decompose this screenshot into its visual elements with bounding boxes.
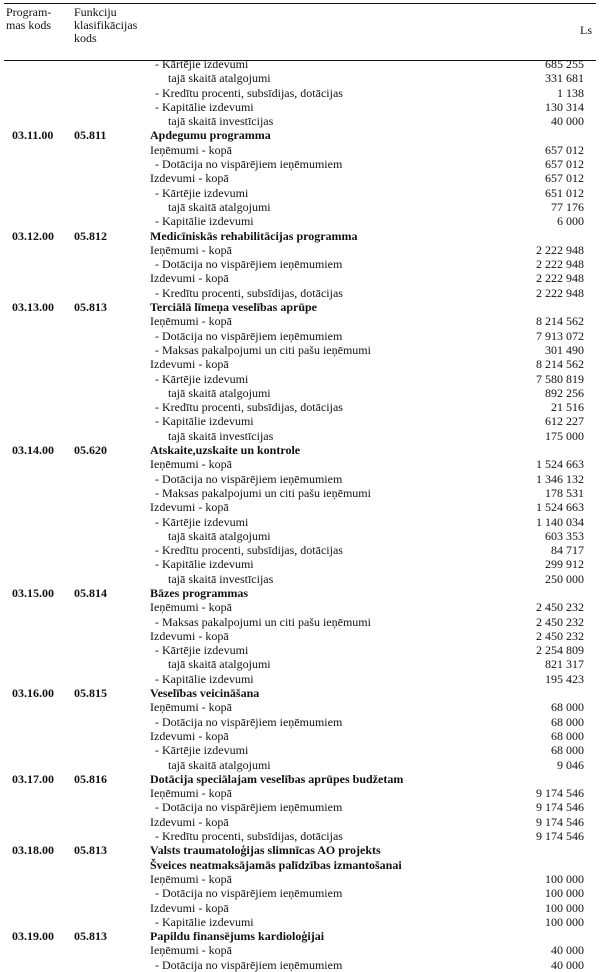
line-item-label: - Kapitālie izdevumi [155, 557, 254, 572]
table-row [0, 86, 600, 100]
amount-value: 9 174 546 [536, 786, 584, 801]
table-row [0, 543, 600, 557]
table-row [0, 872, 600, 886]
amount-value: 331 681 [545, 71, 584, 86]
table-row [0, 186, 600, 200]
table-top-rule [4, 3, 596, 4]
program-code: 03.12.00 [12, 228, 54, 243]
table-row [0, 729, 600, 743]
program-heading-row [0, 858, 600, 872]
table-row [0, 629, 600, 643]
amount-value: 250 000 [545, 571, 584, 586]
line-item-label: - Kapitālie izdevumi [155, 671, 254, 686]
line-item-label: - Kredītu procenti, subsīdijas, dotācijas [155, 85, 343, 100]
amount-value: 40 000 [551, 943, 584, 958]
program-code: 03.13.00 [12, 300, 54, 315]
line-item-label: Ieņēmumi - kopā [150, 600, 232, 615]
header-currency-unit: Ls [580, 23, 592, 37]
line-item-label: - Kredītu procenti, subsīdijas, dotācijas [155, 285, 343, 300]
program-title: Atskaite,uzskaite un kontrole [150, 443, 301, 458]
table-row [0, 357, 600, 371]
amount-value: 301 490 [545, 342, 584, 357]
program-title: Dotācija speciālajam veselības aprūpes budžetam [150, 771, 404, 786]
table-row [0, 515, 600, 529]
amount-value: 1 524 663 [536, 500, 584, 515]
program-code: 03.14.00 [12, 443, 54, 458]
line-item-label: - Kapitālie izdevumi [155, 414, 254, 429]
table-row [0, 257, 600, 271]
amount-value: 178 531 [545, 485, 584, 500]
amount-value: 175 000 [545, 428, 584, 443]
table-row [0, 472, 600, 486]
line-item-label: Izdevumi - kopā [150, 814, 229, 829]
table-row [0, 600, 600, 614]
line-item-label: Ieņēmumi - kopā [150, 142, 232, 157]
program-code: 03.18.00 [12, 843, 54, 858]
amount-value: 100 000 [545, 900, 584, 915]
line-item-label: Ieņēmumi - kopā [150, 786, 232, 801]
table-row [0, 143, 600, 157]
line-item-label: - Kārtējie izdevumi [155, 57, 249, 71]
line-item-label: - Dotācija no vispārējiem ieņēmumiem [155, 328, 343, 343]
program-code: 03.16.00 [12, 686, 54, 701]
function-code: 05.815 [74, 686, 107, 701]
amount-value: 1 138 [557, 85, 584, 100]
amount-value: 2 254 809 [536, 643, 584, 658]
table-row [0, 372, 600, 386]
budget-table-body [0, 57, 600, 972]
amount-value: 130 314 [545, 99, 584, 114]
amount-value: 21 516 [551, 400, 584, 415]
table-row [0, 343, 600, 357]
amount-value: 84 717 [551, 543, 584, 558]
line-item-label: tajā skaitā atalgojumi [168, 757, 271, 772]
program-code: 03.11.00 [12, 128, 54, 143]
amount-value: 2 222 948 [536, 285, 584, 300]
table-row [0, 557, 600, 571]
amount-value: 1 346 132 [536, 471, 584, 486]
line-item-label: - Kapitālie izdevumi [155, 99, 254, 114]
line-item-label: tajā skaitā atalgojumi [168, 71, 271, 86]
line-item-label: Ieņēmumi - kopā [150, 242, 232, 257]
amount-value: 100 000 [545, 886, 584, 901]
table-row [0, 815, 600, 829]
amount-value: 40 000 [551, 957, 584, 972]
table-row [0, 314, 600, 328]
amount-value: 68 000 [551, 700, 584, 715]
table-row [0, 615, 600, 629]
table-row [0, 286, 600, 300]
line-item-label: tajā skaitā atalgojumi [168, 199, 271, 214]
amount-value: 657 012 [545, 142, 584, 157]
line-item-label: tajā skaitā atalgojumi [168, 528, 271, 543]
amount-value: 9 174 546 [536, 814, 584, 829]
table-row [0, 200, 600, 214]
amount-value: 657 012 [545, 157, 584, 172]
line-item-label: Izdevumi - kopā [150, 628, 229, 643]
function-code: 05.811 [74, 128, 107, 143]
line-item-label: Izdevumi - kopā [150, 900, 229, 915]
table-row [0, 414, 600, 428]
function-code: 05.813 [74, 300, 107, 315]
line-item-label: tajā skaitā atalgojumi [168, 657, 271, 672]
table-row [0, 886, 600, 900]
program-heading-row [0, 772, 600, 786]
line-item-label: Izdevumi - kopā [150, 357, 229, 372]
table-row [0, 400, 600, 414]
amount-value: 68 000 [551, 728, 584, 743]
amount-value: 7 913 072 [536, 328, 584, 343]
line-item-label: - Kapitālie izdevumi [155, 914, 254, 929]
line-item-label: Izdevumi - kopā [150, 171, 229, 186]
table-row [0, 157, 600, 171]
amount-value: 2 450 232 [536, 600, 584, 615]
table-row [0, 572, 600, 586]
line-item-label: - Maksas pakalpojumi un citi pašu ieņēmumi [155, 485, 371, 500]
table-row [0, 500, 600, 514]
program-code: 03.19.00 [12, 929, 54, 944]
line-item-label: - Kredītu procenti, subsīdijas, dotācijas [155, 400, 343, 415]
table-row [0, 657, 600, 671]
amount-value: 8 214 562 [536, 357, 584, 372]
amount-value: 2 222 948 [536, 242, 584, 257]
line-item-label: Izdevumi - kopā [150, 500, 229, 515]
amount-value: 2 450 232 [536, 614, 584, 629]
amount-value: 100 000 [545, 871, 584, 886]
line-item-label: - Kārtējie izdevumi [155, 371, 249, 386]
program-heading-row [0, 128, 600, 142]
amount-value: 100 000 [545, 914, 584, 929]
program-title: Terciālā līmeņa veselības aprūpe [150, 300, 318, 315]
amount-value: 40 000 [551, 114, 584, 129]
line-item-label: - Kredītu procenti, subsīdijas, dotācijas [155, 543, 343, 558]
line-item-label: tajā skaitā investīcijas [168, 114, 274, 129]
function-code: 05.814 [74, 585, 107, 600]
amount-value: 68 000 [551, 743, 584, 758]
table-row [0, 529, 600, 543]
program-title: Veselības veicināšana [150, 686, 260, 701]
line-item-label: - Dotācija no vispārējiem ieņēmumiem [155, 257, 343, 272]
table-row [0, 958, 600, 972]
line-item-label: tajā skaitā investīcijas [168, 571, 274, 586]
line-item-label: - Dotācija no vispārējiem ieņēmumiem [155, 157, 343, 172]
table-row [0, 943, 600, 957]
table-row [0, 786, 600, 800]
function-code: 05.813 [74, 843, 107, 858]
program-heading-row [0, 443, 600, 457]
table-row [0, 643, 600, 657]
line-item-label: Izdevumi - kopā [150, 271, 229, 286]
amount-value: 9 174 546 [536, 829, 584, 844]
amount-value: 9 174 546 [536, 800, 584, 815]
program-heading-row [0, 843, 600, 857]
table-row [0, 672, 600, 686]
program-heading-row [0, 586, 600, 600]
table-row [0, 800, 600, 814]
table-row [0, 329, 600, 343]
table-row [0, 386, 600, 400]
line-item-label: - Dotācija no vispārējiem ieņēmumiem [155, 471, 343, 486]
table-row [0, 743, 600, 757]
table-row [0, 271, 600, 285]
header-program-code: Program-mas kods [6, 5, 52, 32]
line-item-label: - Dotācija no vispārējiem ieņēmumiem [155, 886, 343, 901]
table-row [0, 429, 600, 443]
table-row [0, 829, 600, 843]
program-code: 03.15.00 [12, 585, 54, 600]
function-code: 05.813 [74, 929, 107, 944]
line-item-label: tajā skaitā investīcijas [168, 428, 274, 443]
amount-value: 77 176 [551, 199, 584, 214]
program-title: Papildu finansējums kardioloģijai [150, 929, 325, 944]
line-item-label: - Dotācija no vispārējiem ieņēmumiem [155, 957, 343, 972]
line-item-label: - Dotācija no vispārējiem ieņēmumiem [155, 714, 343, 729]
line-item-label: - Kapitālie izdevumi [155, 214, 254, 229]
table-row [0, 214, 600, 228]
amount-value: 603 353 [545, 528, 584, 543]
amount-value: 821 317 [545, 657, 584, 672]
amount-value: 68 000 [551, 714, 584, 729]
table-row [0, 715, 600, 729]
table-row [0, 243, 600, 257]
line-item-label: - Kārtējie izdevumi [155, 514, 249, 529]
table-row [0, 100, 600, 114]
table-row [0, 901, 600, 915]
amount-value: 651 012 [545, 185, 584, 200]
program-title: Bāzes programmas [150, 585, 249, 600]
table-row [0, 114, 600, 128]
amount-value: 299 912 [545, 557, 584, 572]
amount-value: 657 012 [545, 171, 584, 186]
function-code: 05.812 [74, 228, 107, 243]
line-item-label: - Kārtējie izdevumi [155, 743, 249, 758]
table-row [0, 758, 600, 772]
line-item-label: - Maksas pakalpojumi un citi pašu ieņēmumi [155, 342, 371, 357]
line-item-label: - Kārtējie izdevumi [155, 643, 249, 658]
program-title: Medicīniskās rehabilitācijas programma [150, 228, 358, 243]
table-row [0, 71, 600, 85]
amount-value: 8 214 562 [536, 314, 584, 329]
amount-value: 1 140 034 [536, 514, 584, 529]
line-item-label: - Kredītu procenti, subsīdijas, dotācijas [155, 829, 343, 844]
line-item-label: tajā skaitā atalgojumi [168, 385, 271, 400]
line-item-label: - Kārtējie izdevumi [155, 185, 249, 200]
amount-value: 6 000 [557, 214, 584, 229]
function-code: 05.816 [74, 771, 107, 786]
program-heading-row [0, 229, 600, 243]
function-code: 05.620 [74, 443, 107, 458]
table-row [0, 915, 600, 929]
line-item-label: Izdevumi - kopā [150, 728, 229, 743]
table-row [0, 486, 600, 500]
header-function-code: Funkciju klasifikācijas kods [74, 5, 138, 45]
program-code: 03.17.00 [12, 771, 54, 786]
table-row [0, 171, 600, 185]
table-row [0, 457, 600, 471]
program-title: Šveices neatmaksājamās palīdzības izmantošanai [150, 857, 402, 872]
amount-value: 612 227 [545, 414, 584, 429]
line-item-label: Ieņēmumi - kopā [150, 871, 232, 886]
amount-value: 892 256 [545, 385, 584, 400]
line-item-label: - Maksas pakalpojumi un citi pašu ieņēmumi [155, 614, 371, 629]
program-heading-row [0, 929, 600, 943]
amount-value: 2 222 948 [536, 257, 584, 272]
amount-value: 2 450 232 [536, 628, 584, 643]
program-heading-row [0, 686, 600, 700]
line-item-label: Ieņēmumi - kopā [150, 457, 232, 472]
program-heading-row [0, 300, 600, 314]
amount-value: 7 580 819 [536, 371, 584, 386]
line-item-label: Ieņēmumi - kopā [150, 700, 232, 715]
program-title: Apdegumu programma [150, 128, 271, 143]
line-item-label: - Dotācija no vispārējiem ieņēmumiem [155, 800, 343, 815]
program-title: Valsts traumatoloģijas slimnīcas AO projekts [150, 843, 381, 858]
table-row [0, 700, 600, 714]
amount-value: 2 222 948 [536, 271, 584, 286]
table-row [0, 57, 600, 71]
line-item-label: Ieņēmumi - kopā [150, 314, 232, 329]
amount-value: 195 423 [545, 671, 584, 686]
amount-value: 1 524 663 [536, 457, 584, 472]
amount-value: 9 046 [557, 757, 584, 772]
line-item-label: Ieņēmumi - kopā [150, 943, 232, 958]
amount-value: 685 255 [545, 57, 584, 71]
